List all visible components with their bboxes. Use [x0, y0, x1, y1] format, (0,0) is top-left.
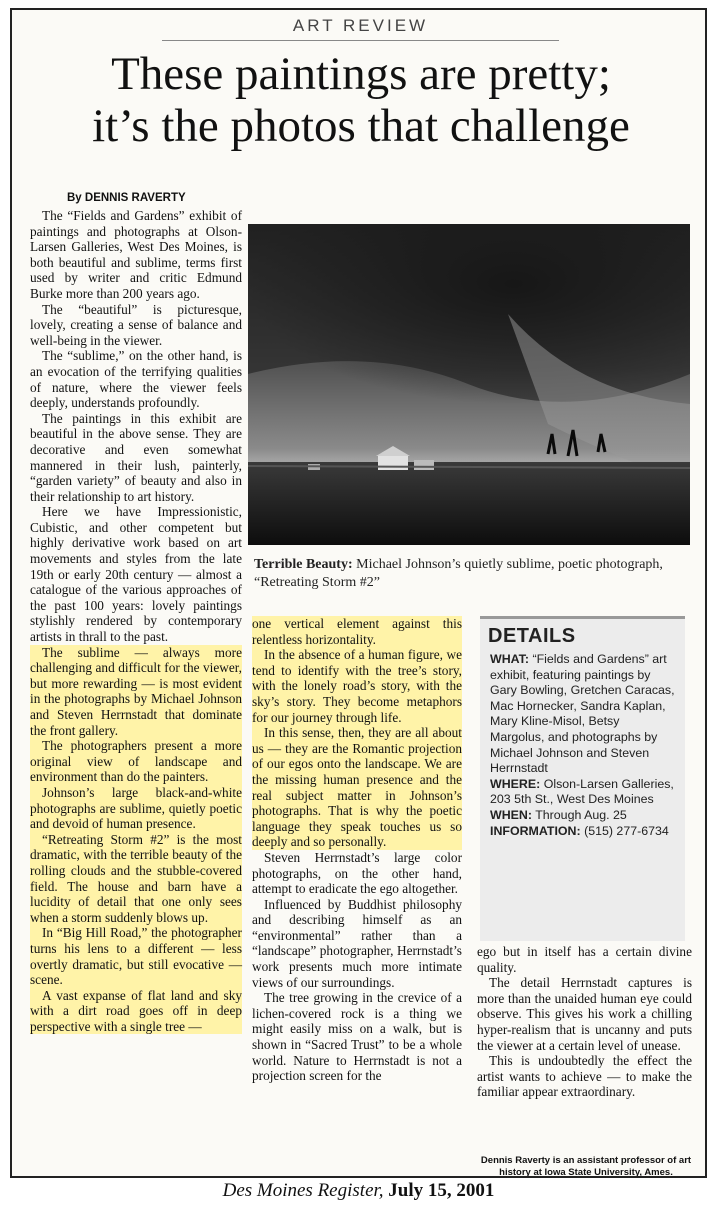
- column-3: [477, 944, 692, 1100]
- paragraph: In the absence of a human figure, we tend to identify with the tree’s story, with the lonely road’s story, with the sky’s story. They become metaphors for our journey through life.: [252, 647, 462, 725]
- headline: [26, 48, 696, 152]
- storm-photograph: [248, 224, 690, 545]
- when-text: Through Aug. 25: [531, 807, 627, 822]
- highlighted-passage: [30, 645, 242, 1035]
- source-credit: [0, 1180, 717, 1202]
- paragraph: In “Big Hill Road,” the photographer turns his lens to a different — less overtly dramatic, but still evocative — scene.: [30, 925, 242, 988]
- paragraph: In this sense, then, they are all about us — they are the Romantic projection of our egos onto the landscape. We are the missing human presence and the real subject matter in Johnson’s photographs. That is why the poetic language they speak touches us so deeply and so personally.: [252, 725, 462, 850]
- paragraph: Johnson’s large black-and-white photographs are sublime, quietly poetic and devoid of human presence.: [30, 784, 242, 832]
- paragraph: “Retreating Storm #2” is the most dramatic, with the terrible beauty of the rolling clouds and the stubble-covered field. The house and barn have a lucidity of detail that one only sees when a storm suddenly blows up.: [30, 831, 242, 925]
- publication-date: July 15, 2001: [383, 1180, 495, 1201]
- author-bio: Dennis Raverty is an assistant professor of art history at Iowa State University, Ames.: [480, 1155, 692, 1178]
- details-when: [490, 808, 677, 824]
- where-text: Olson-Larsen Galleries, 203 5th St., West Des Moines: [490, 776, 674, 807]
- paragraph: Here we have Impressionistic, Cubistic, and other competent but highly derivative work based on art movements and styles from the late 19th or early 20th century — almost a catalogue of the various approaches of the past 100 years: lovely paintings stylishly rendered by contemporary artists in thrall to the past.: [30, 504, 242, 645]
- paragraph: A vast expanse of flat land and sky with a dirt road goes off in deep perspective with a single tree —: [30, 987, 242, 1034]
- highlighted-passage: [252, 616, 462, 850]
- photo-caption: [254, 556, 690, 592]
- paragraph: This is undoubtedly the effect the artist wants to achieve — to make the familiar appear extraordinary.: [477, 1053, 692, 1100]
- section-kicker: ART REVIEW: [292, 16, 429, 35]
- newspaper-clipping: [10, 8, 707, 1178]
- details-where: [490, 777, 677, 808]
- paragraph: The “beautiful” is picturesque, lovely, creating a sense of balance and well-being in the viewer.: [30, 301, 242, 348]
- paragraph: The detail Herrnstadt captures is more than the unaided human eye could observe. This gives his work a chilling hyper-realism that is uncanny and puts the viewer at a certain level of unease.: [477, 975, 692, 1053]
- byline: By DENNIS RAVERTY: [67, 192, 186, 204]
- headline-line-1: These paintings are pretty;: [111, 48, 611, 100]
- kicker-rule: [162, 40, 559, 41]
- paragraph: The photographers present a more original view of landscape and environment than do the painters.: [30, 738, 242, 785]
- details-what: [490, 652, 677, 777]
- paragraph: The “sublime,” on the other hand, is an evocation of the terrifying qualities of nature, where the viewer feels deeply, understands profoundly.: [30, 348, 242, 411]
- what-label: WHAT:: [490, 652, 529, 666]
- where-label: WHERE:: [490, 776, 541, 791]
- paragraph: The paintings in this exhibit are beautiful in the above sense. They are decorative and even somewhat mannered in their lush, painterly, “garden variety” of beauty and also in their relationship to art history.: [30, 410, 242, 504]
- column-2: [252, 616, 462, 1084]
- caption-lead: Terrible Beauty:: [254, 557, 353, 572]
- paragraph: Influenced by Buddhist philosophy and describing himself as an “environmental” rather than a “landscape” photographer, Herrnstadt’s work presents much more intimate views of our surroundings.: [252, 896, 462, 990]
- paragraph: Steven Herrnstadt’s large color photographs, on the other hand, attempt to eradicate the ego altogether.: [252, 849, 462, 897]
- details-body: [490, 652, 677, 839]
- paragraph: The “Fields and Gardens” exhibit of paintings and photographs at Olson-Larsen Galleries, West Des Moines, is both beautiful and sublime, terms first used by writer and critic Edmund Burke more than 200 years ago.: [30, 208, 242, 301]
- info-text: (515) 277-6734: [580, 823, 669, 838]
- info-label: INFORMATION:: [490, 823, 581, 838]
- what-text: “Fields and Gardens” art exhibit, featuring paintings by Gary Bowling, Gretchen Caracas, Mac Hornecker, Sandra Kaplan, Mary Kline-Misol, Betsy Margolus, and photographs by Michael Johnson and Steven Herrnstadt: [490, 652, 675, 776]
- caption-text: Michael Johnson’s quietly sublime, poetic photograph, “Retreating Storm #2”: [254, 557, 663, 590]
- paragraph: ego but in itself has a certain divine quality.: [477, 944, 692, 975]
- details-info: [490, 824, 677, 840]
- column-1: [30, 208, 242, 1034]
- when-label: WHEN:: [490, 807, 532, 822]
- paragraph: The tree growing in the crevice of a lichen-covered rock is a thing we might easily miss on a walk, but is shown in “Sacred Trust” to be a whole world. Nature to Herrnstadt is not a projection screen for the: [252, 990, 462, 1084]
- paragraph: The sublime — always more challenging and difficult for the viewer, but more rewarding — is most evident in the photographs by Michael Johnson and Steven Herrnstadt that dominate the front gallery.: [30, 644, 242, 738]
- paragraph: one vertical element against this relentless horizontality.: [252, 616, 462, 647]
- publication-name: Des Moines Register,: [222, 1180, 384, 1201]
- details-title: DETAILS: [488, 625, 576, 647]
- headline-line-2: it’s the photos that challenge: [92, 100, 630, 152]
- details-box: [480, 616, 685, 941]
